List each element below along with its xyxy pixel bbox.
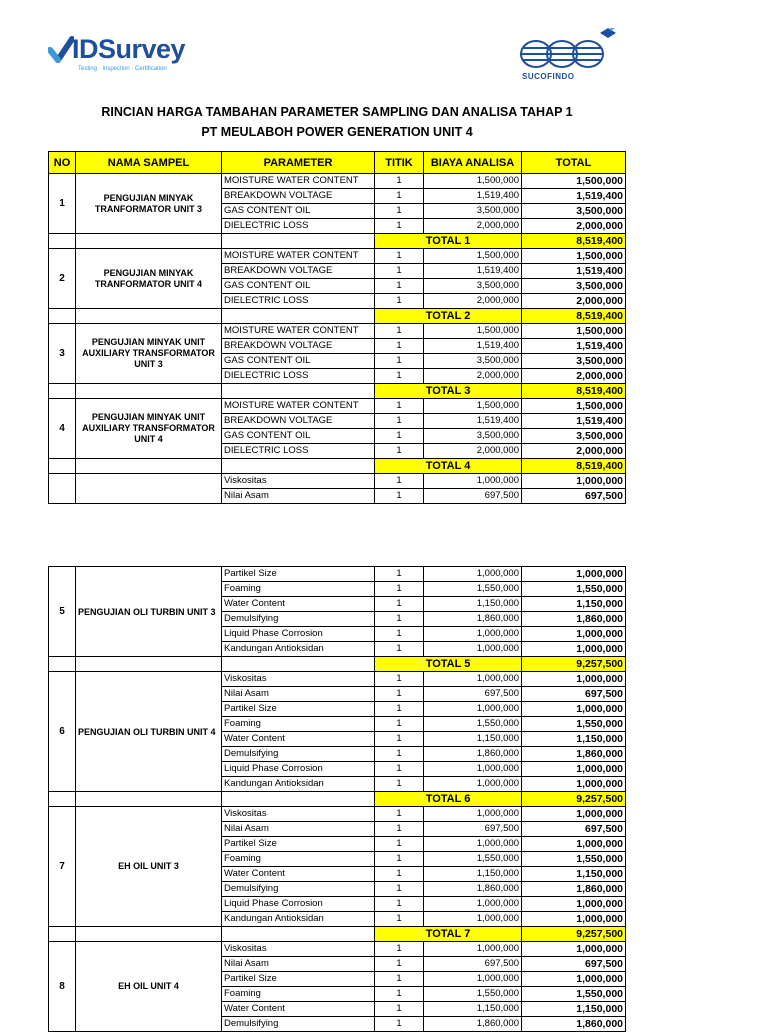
biaya-cell: 2,000,000 (424, 219, 522, 234)
total-cell: 697,500 (522, 489, 626, 504)
parameter-cell: DIELECTRIC LOSS (222, 294, 375, 309)
parameter-cell: Liquid Phase Corrosion (222, 897, 375, 912)
table-row (49, 672, 626, 687)
parameter-cell: Nilai Asam (222, 489, 375, 504)
subtotal-blank-nama (76, 309, 222, 324)
parameter-cell: DIELECTRIC LOSS (222, 219, 375, 234)
titik-cell: 1 (375, 582, 424, 597)
titik-cell: 1 (375, 762, 424, 777)
parameter-cell: Nilai Asam (222, 822, 375, 837)
parameter-cell: Nilai Asam (222, 687, 375, 702)
titik-cell: 1 (375, 567, 424, 582)
titik-cell: 1 (375, 294, 424, 309)
titik-cell: 1 (375, 777, 424, 792)
sample-name (76, 474, 222, 504)
sample-name: PENGUJIAN OLI TURBIN UNIT 4 (76, 672, 222, 792)
idsurvey-tagline: Testing · Inspection · Certification (78, 66, 167, 72)
header-nama-sampel: NAMA SAMPEL (76, 152, 222, 174)
titik-cell: 1 (375, 837, 424, 852)
subtotal-blank-nama (76, 234, 222, 249)
subtotal-label: TOTAL 4 (375, 459, 522, 474)
table-row (49, 249, 626, 264)
price-table-part-1 (48, 151, 625, 504)
titik-cell: 1 (375, 942, 424, 957)
title-line-2: PT MEULABOH POWER GENERATION UNIT 4 (201, 125, 473, 139)
biaya-cell: 1,000,000 (424, 897, 522, 912)
biaya-cell: 1,150,000 (424, 1002, 522, 1017)
total-cell: 1,000,000 (522, 567, 626, 582)
parameter-cell: DIELECTRIC LOSS (222, 444, 375, 459)
total-cell: 2,000,000 (522, 444, 626, 459)
sucofindo-logo (518, 28, 618, 83)
parameter-cell: Foaming (222, 852, 375, 867)
subtotal-row (49, 792, 626, 807)
subtotal-row (49, 309, 626, 324)
biaya-cell: 1,500,000 (424, 249, 522, 264)
titik-cell: 1 (375, 822, 424, 837)
biaya-cell: 1,519,400 (424, 189, 522, 204)
biaya-cell: 1,519,400 (424, 264, 522, 279)
parameter-cell: Viskositas (222, 672, 375, 687)
titik-cell: 1 (375, 489, 424, 504)
biaya-cell: 1,150,000 (424, 732, 522, 747)
subtotal-value: 9,257,500 (522, 657, 626, 672)
biaya-cell: 1,860,000 (424, 882, 522, 897)
biaya-cell: 1,860,000 (424, 612, 522, 627)
total-cell: 3,500,000 (522, 354, 626, 369)
header-biaya-analisa: BIAYA ANALISA (424, 152, 522, 174)
titik-cell: 1 (375, 882, 424, 897)
parameter-cell: MOISTURE WATER CONTENT (222, 174, 375, 189)
titik-cell: 1 (375, 957, 424, 972)
total-cell: 3,500,000 (522, 279, 626, 294)
total-cell: 1,150,000 (522, 1002, 626, 1017)
sample-number: 4 (49, 399, 76, 459)
biaya-cell: 1,860,000 (424, 1017, 522, 1032)
titik-cell: 1 (375, 354, 424, 369)
subtotal-row (49, 459, 626, 474)
subtotal-value: 8,519,400 (522, 459, 626, 474)
subtotal-value: 8,519,400 (522, 384, 626, 399)
parameter-cell: Foaming (222, 582, 375, 597)
biaya-cell: 1,860,000 (424, 747, 522, 762)
titik-cell: 1 (375, 987, 424, 1002)
parameter-cell: GAS CONTENT OIL (222, 279, 375, 294)
parameter-cell: Nilai Asam (222, 957, 375, 972)
parameter-cell: Partikel Size (222, 972, 375, 987)
titik-cell: 1 (375, 612, 424, 627)
total-cell: 1,519,400 (522, 339, 626, 354)
parameter-cell: GAS CONTENT OIL (222, 204, 375, 219)
total-cell: 1,500,000 (522, 249, 626, 264)
subtotal-blank-no (49, 792, 76, 807)
subtotal-value: 9,257,500 (522, 927, 626, 942)
titik-cell: 1 (375, 1017, 424, 1032)
biaya-cell: 1,519,400 (424, 339, 522, 354)
parameter-cell: Liquid Phase Corrosion (222, 762, 375, 777)
total-cell: 1,500,000 (522, 324, 626, 339)
subtotal-blank-nama (76, 792, 222, 807)
total-cell: 1,000,000 (522, 777, 626, 792)
biaya-cell: 1,500,000 (424, 324, 522, 339)
subtotal-value: 9,257,500 (522, 792, 626, 807)
parameter-cell: Partikel Size (222, 567, 375, 582)
parameter-cell: Demulsifying (222, 882, 375, 897)
subtotal-blank-no (49, 309, 76, 324)
sample-number: 1 (49, 174, 76, 234)
titik-cell: 1 (375, 972, 424, 987)
sample-name: PENGUJIAN MINYAK UNIT AUXILIARY TRANSFORMATOR UNIT 3 (76, 324, 222, 384)
biaya-cell: 1,000,000 (424, 702, 522, 717)
parameter-cell: Kandungan Antioksidan (222, 777, 375, 792)
titik-cell: 1 (375, 219, 424, 234)
titik-cell: 1 (375, 807, 424, 822)
subtotal-label: TOTAL 7 (375, 927, 522, 942)
total-cell: 1,000,000 (522, 912, 626, 927)
header-titik: TITIK (375, 152, 424, 174)
total-cell: 1,860,000 (522, 1017, 626, 1032)
title-line-1: RINCIAN HARGA TAMBAHAN PARAMETER SAMPLING DAN ANALISA TAHAP 1 (101, 105, 573, 119)
total-cell: 3,500,000 (522, 204, 626, 219)
parameter-cell: BREAKDOWN VOLTAGE (222, 264, 375, 279)
table-row (49, 474, 626, 489)
sample-name: EH OIL UNIT 3 (76, 807, 222, 927)
total-cell: 1,000,000 (522, 642, 626, 657)
total-cell: 1,000,000 (522, 837, 626, 852)
biaya-cell: 697,500 (424, 957, 522, 972)
table-row (49, 567, 626, 582)
sucofindo-globe-icon (518, 28, 618, 72)
sample-number: 8 (49, 942, 76, 1032)
biaya-cell: 3,500,000 (424, 204, 522, 219)
biaya-cell: 1,550,000 (424, 717, 522, 732)
parameter-cell: BREAKDOWN VOLTAGE (222, 189, 375, 204)
subtotal-blank-no (49, 927, 76, 942)
subtotal-row (49, 657, 626, 672)
biaya-cell: 1,500,000 (424, 174, 522, 189)
subtotal-row (49, 384, 626, 399)
biaya-cell: 1,000,000 (424, 567, 522, 582)
biaya-cell: 1,550,000 (424, 582, 522, 597)
sample-number: 2 (49, 249, 76, 309)
total-cell: 1,550,000 (522, 852, 626, 867)
subtotal-blank-no (49, 459, 76, 474)
titik-cell: 1 (375, 189, 424, 204)
sucofindo-wordmark: SUCOFINDO (522, 72, 575, 81)
titik-cell: 1 (375, 474, 424, 489)
sample-name: PENGUJIAN OLI TURBIN UNIT 3 (76, 567, 222, 657)
parameter-cell: BREAKDOWN VOLTAGE (222, 414, 375, 429)
subtotal-label: TOTAL 1 (375, 234, 522, 249)
table-row (49, 807, 626, 822)
sample-name: PENGUJIAN MINYAK TRANFORMATOR UNIT 4 (76, 249, 222, 309)
parameter-cell: Water Content (222, 597, 375, 612)
titik-cell: 1 (375, 324, 424, 339)
parameter-cell: DIELECTRIC LOSS (222, 369, 375, 384)
total-cell: 1,150,000 (522, 732, 626, 747)
parameter-cell: MOISTURE WATER CONTENT (222, 399, 375, 414)
biaya-cell: 1,000,000 (424, 474, 522, 489)
biaya-cell: 1,150,000 (424, 597, 522, 612)
biaya-cell: 697,500 (424, 489, 522, 504)
parameter-cell: Foaming (222, 717, 375, 732)
subtotal-blank-no (49, 657, 76, 672)
header-no: NO (49, 152, 76, 174)
idsurvey-logo (48, 36, 198, 76)
total-cell: 1,000,000 (522, 702, 626, 717)
titik-cell: 1 (375, 264, 424, 279)
titik-cell: 1 (375, 912, 424, 927)
biaya-cell: 1,000,000 (424, 777, 522, 792)
total-cell: 1,000,000 (522, 762, 626, 777)
parameter-cell: Water Content (222, 732, 375, 747)
biaya-cell: 1,150,000 (424, 867, 522, 882)
total-cell: 1,000,000 (522, 897, 626, 912)
subtotal-blank-nama (76, 657, 222, 672)
total-cell: 1,519,400 (522, 189, 626, 204)
sample-number (49, 474, 76, 504)
biaya-cell: 3,500,000 (424, 354, 522, 369)
parameter-cell: BREAKDOWN VOLTAGE (222, 339, 375, 354)
titik-cell: 1 (375, 204, 424, 219)
titik-cell: 1 (375, 852, 424, 867)
total-cell: 697,500 (522, 957, 626, 972)
subtotal-row (49, 234, 626, 249)
total-cell: 1,150,000 (522, 597, 626, 612)
biaya-cell: 2,000,000 (424, 444, 522, 459)
subtotal-label: TOTAL 6 (375, 792, 522, 807)
subtotal-blank-param (222, 927, 375, 942)
titik-cell: 1 (375, 627, 424, 642)
parameter-cell: Demulsifying (222, 1017, 375, 1032)
titik-cell: 1 (375, 867, 424, 882)
sample-name: PENGUJIAN MINYAK UNIT AUXILIARY TRANSFORMATOR UNIT 4 (76, 399, 222, 459)
total-cell: 1,860,000 (522, 882, 626, 897)
parameter-cell: Water Content (222, 867, 375, 882)
total-cell: 1,860,000 (522, 747, 626, 762)
parameter-cell: Viskositas (222, 807, 375, 822)
subtotal-blank-param (222, 657, 375, 672)
total-cell: 1,000,000 (522, 807, 626, 822)
titik-cell: 1 (375, 414, 424, 429)
sample-number: 6 (49, 672, 76, 792)
total-cell: 1,550,000 (522, 582, 626, 597)
titik-cell: 1 (375, 642, 424, 657)
biaya-cell: 1,000,000 (424, 672, 522, 687)
total-cell: 1,000,000 (522, 972, 626, 987)
parameter-cell: Partikel Size (222, 837, 375, 852)
titik-cell: 1 (375, 339, 424, 354)
biaya-cell: 2,000,000 (424, 369, 522, 384)
titik-cell: 1 (375, 249, 424, 264)
parameter-cell: Foaming (222, 987, 375, 1002)
parameter-cell: Kandungan Antioksidan (222, 642, 375, 657)
biaya-cell: 1,000,000 (424, 972, 522, 987)
titik-cell: 1 (375, 732, 424, 747)
parameter-cell: Partikel Size (222, 702, 375, 717)
parameter-cell: GAS CONTENT OIL (222, 354, 375, 369)
parameter-cell: Demulsifying (222, 747, 375, 762)
subtotal-blank-param (222, 384, 375, 399)
titik-cell: 1 (375, 399, 424, 414)
total-cell: 2,000,000 (522, 294, 626, 309)
total-cell: 1,150,000 (522, 867, 626, 882)
biaya-cell: 1,000,000 (424, 837, 522, 852)
biaya-cell: 1,000,000 (424, 627, 522, 642)
biaya-cell: 1,550,000 (424, 852, 522, 867)
parameter-cell: Demulsifying (222, 612, 375, 627)
total-cell: 697,500 (522, 687, 626, 702)
subtotal-blank-param (222, 459, 375, 474)
idsurvey-wordmark: IDSurvey (72, 34, 186, 64)
total-cell: 1,500,000 (522, 399, 626, 414)
parameter-cell: Viskositas (222, 942, 375, 957)
titik-cell: 1 (375, 597, 424, 612)
sample-number: 7 (49, 807, 76, 927)
sample-number: 3 (49, 324, 76, 384)
biaya-cell: 1,500,000 (424, 399, 522, 414)
total-cell: 2,000,000 (522, 219, 626, 234)
table-row (49, 942, 626, 957)
biaya-cell: 1,000,000 (424, 642, 522, 657)
subtotal-blank-no (49, 234, 76, 249)
biaya-cell: 1,000,000 (424, 912, 522, 927)
biaya-cell: 697,500 (424, 822, 522, 837)
header-parameter: PARAMETER (222, 152, 375, 174)
price-table-part-2 (48, 566, 625, 1032)
table-header-row (49, 152, 626, 174)
subtotal-row (49, 927, 626, 942)
parameter-cell: Kandungan Antioksidan (222, 912, 375, 927)
document-title (0, 102, 674, 142)
total-cell: 1,550,000 (522, 987, 626, 1002)
biaya-cell: 697,500 (424, 687, 522, 702)
sample-number: 5 (49, 567, 76, 657)
total-cell: 1,000,000 (522, 942, 626, 957)
sample-name: EH OIL UNIT 4 (76, 942, 222, 1032)
parameter-cell: Viskositas (222, 474, 375, 489)
header-total: TOTAL (522, 152, 626, 174)
subtotal-blank-param (222, 309, 375, 324)
parameter-cell: MOISTURE WATER CONTENT (222, 324, 375, 339)
biaya-cell: 1,519,400 (424, 414, 522, 429)
sample-name: PENGUJIAN MINYAK TRANFORMATOR UNIT 3 (76, 174, 222, 234)
total-cell: 3,500,000 (522, 429, 626, 444)
table-row (49, 399, 626, 414)
biaya-cell: 1,000,000 (424, 762, 522, 777)
titik-cell: 1 (375, 1002, 424, 1017)
subtotal-blank-nama (76, 459, 222, 474)
biaya-cell: 3,500,000 (424, 429, 522, 444)
parameter-cell: MOISTURE WATER CONTENT (222, 249, 375, 264)
titik-cell: 1 (375, 429, 424, 444)
titik-cell: 1 (375, 687, 424, 702)
titik-cell: 1 (375, 717, 424, 732)
subtotal-value: 8,519,400 (522, 234, 626, 249)
biaya-cell: 3,500,000 (424, 279, 522, 294)
biaya-cell: 2,000,000 (424, 294, 522, 309)
idsurvey-check-icon (48, 36, 74, 66)
subtotal-label: TOTAL 5 (375, 657, 522, 672)
titik-cell: 1 (375, 444, 424, 459)
total-cell: 1,860,000 (522, 612, 626, 627)
titik-cell: 1 (375, 897, 424, 912)
subtotal-blank-param (222, 234, 375, 249)
table-row (49, 324, 626, 339)
total-cell: 2,000,000 (522, 369, 626, 384)
total-cell: 1,500,000 (522, 174, 626, 189)
total-cell: 1,000,000 (522, 627, 626, 642)
total-cell: 1,000,000 (522, 474, 626, 489)
total-cell: 1,000,000 (522, 672, 626, 687)
biaya-cell: 1,000,000 (424, 807, 522, 822)
titik-cell: 1 (375, 672, 424, 687)
parameter-cell: GAS CONTENT OIL (222, 429, 375, 444)
subtotal-blank-nama (76, 927, 222, 942)
subtotal-blank-no (49, 384, 76, 399)
titik-cell: 1 (375, 369, 424, 384)
biaya-cell: 1,000,000 (424, 942, 522, 957)
total-cell: 1,519,400 (522, 264, 626, 279)
table-row (49, 174, 626, 189)
subtotal-blank-nama (76, 384, 222, 399)
titik-cell: 1 (375, 174, 424, 189)
titik-cell: 1 (375, 279, 424, 294)
subtotal-label: TOTAL 3 (375, 384, 522, 399)
total-cell: 697,500 (522, 822, 626, 837)
subtotal-label: TOTAL 2 (375, 309, 522, 324)
biaya-cell: 1,550,000 (424, 987, 522, 1002)
titik-cell: 1 (375, 747, 424, 762)
parameter-cell: Water Content (222, 1002, 375, 1017)
total-cell: 1,519,400 (522, 414, 626, 429)
subtotal-blank-param (222, 792, 375, 807)
subtotal-value: 8,519,400 (522, 309, 626, 324)
total-cell: 1,550,000 (522, 717, 626, 732)
titik-cell: 1 (375, 702, 424, 717)
parameter-cell: Liquid Phase Corrosion (222, 627, 375, 642)
